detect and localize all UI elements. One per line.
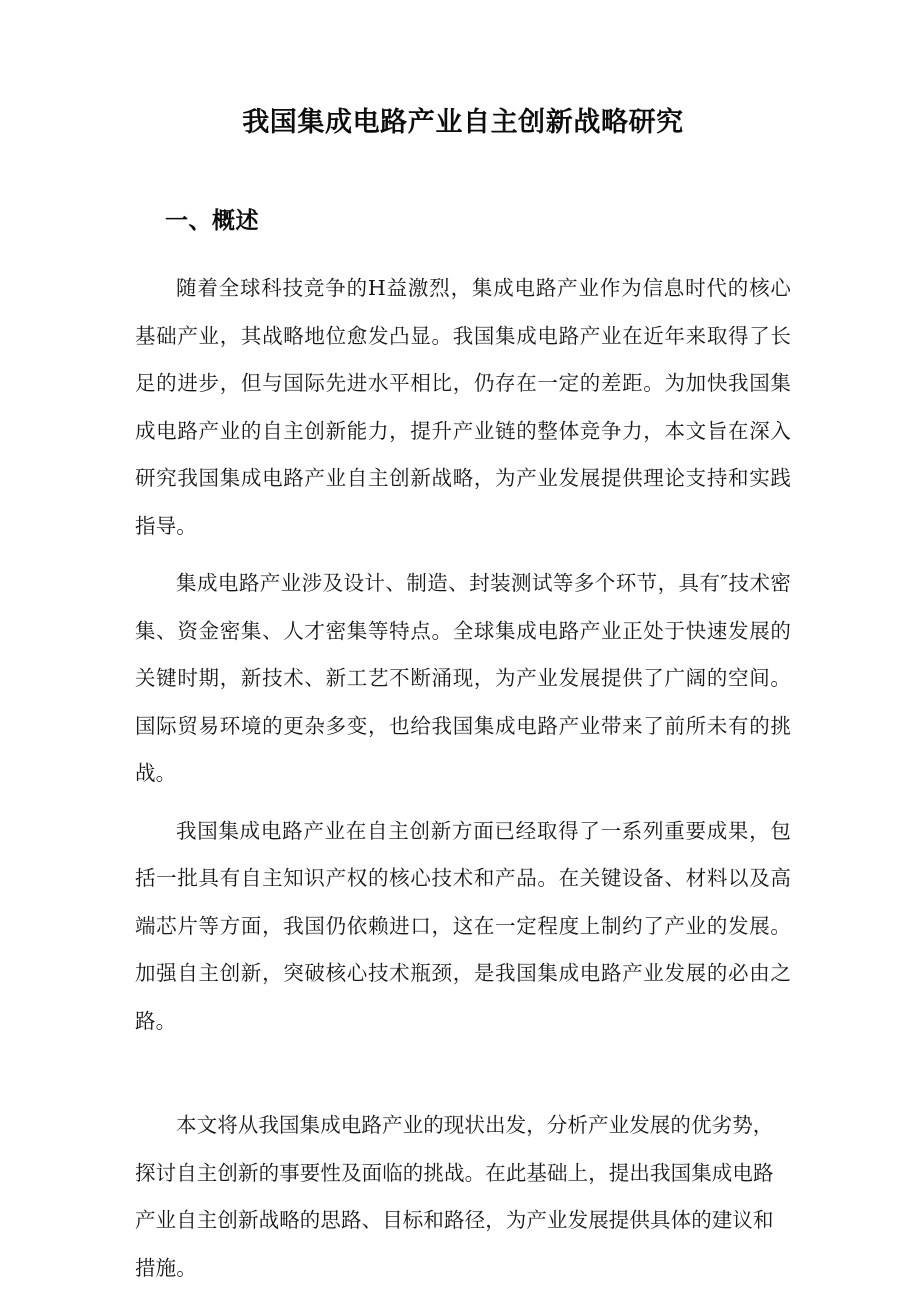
paragraph-4: 本文将从我国集成电路产业的现状出发，分析产业发展的优劣势，探讨自主创新的事要性及面临的挑战。在此基础上，提出我国集成电路产业自主创新战略的思路、目标和路径，为产业发展提供具体的建议和措施。	[135, 1113, 774, 1280]
page-title: 我国集成电路产业自主创新战略研究	[242, 107, 684, 138]
paragraph-3: 我国集成电路产业在自主创新方面已经取得了一系列重要成果，包括一批具有自主知识产权的核心技术和产品。在关键设备、材料以及高端芯片等方面，我国仍依赖进口，这在一定程度上制约了产业的发展。加强自主创新，突破核心技术瓶颈，是我国集成电路产业发展的必由之路。	[135, 818, 791, 1033]
paragraph-1: 随着全球科技竞争的H益激烈，集成电路产业作为信息时代的核心基础产业，其战略地位愈发凸显。我国集成电路产业在近年来取得了长足的进步，但与国际先进水平相比，仍存在一定的差距。为加快我国集成电路产业的自主创新能力，提升产业链的整体竞争力，本文旨在深入研究我国集成电路产业自主创新战略，为产业发展提供理论支持和实践指导。	[135, 276, 791, 538]
document-body	[135, 0, 791, 1292]
section-heading-overview: 一、概述	[165, 208, 259, 235]
paragraph-2: 集成电路产业涉及设计、制造、封装测试等多个环节，具有″技术密集、资金密集、人才密集等特点。全球集成电路产业正处于快速发展的关键时期，新技术、新工艺不断涌现，为产业发展提供了广阔的空间。国际贸易环境的更杂多变，也给我国集成电路产业带来了前所未有的挑战。	[135, 571, 791, 786]
